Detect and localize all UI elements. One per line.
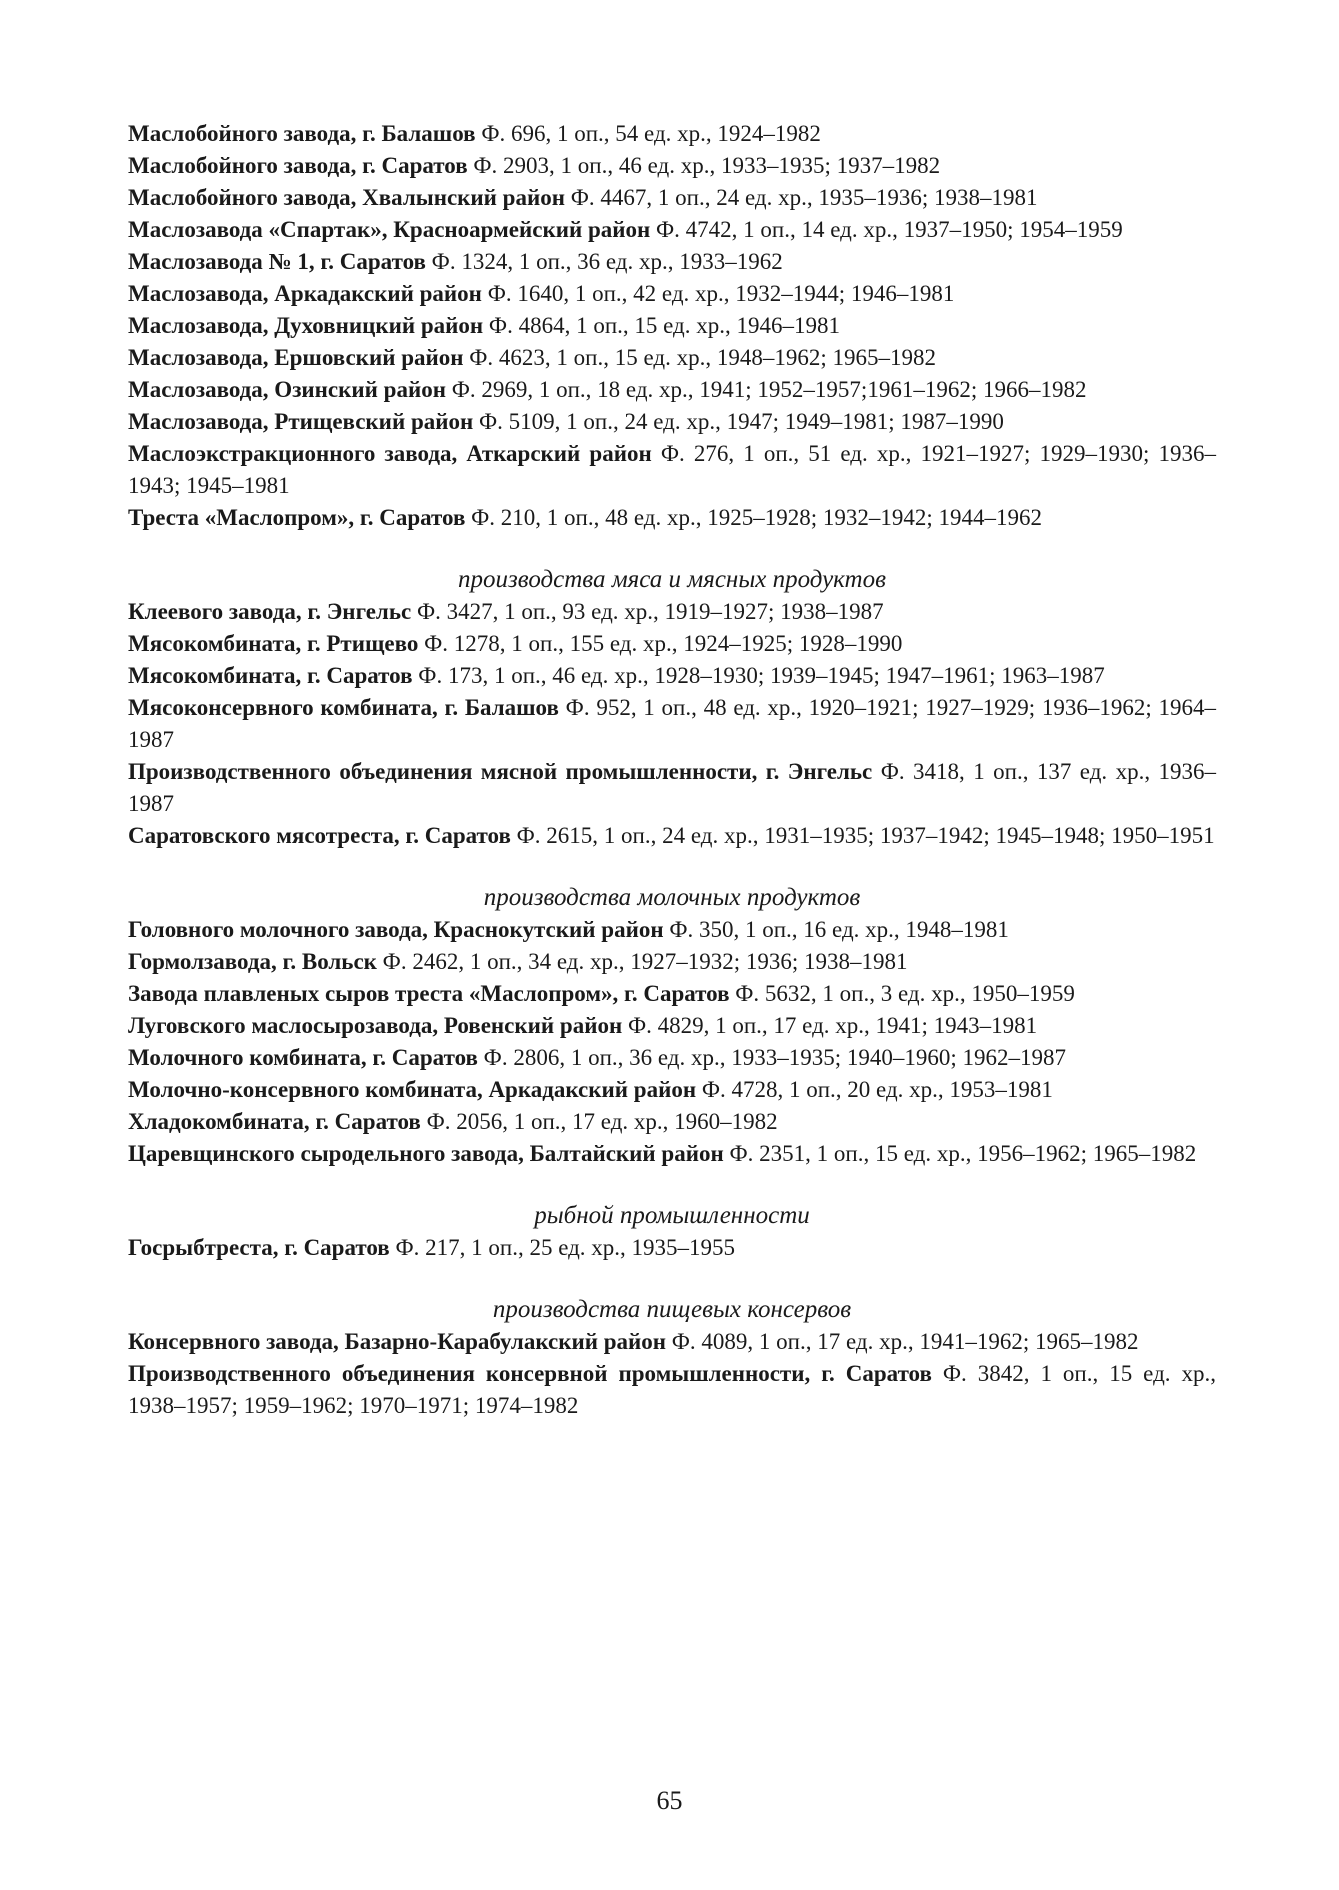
entry-details: Ф. 4089, 1 оп., 17 ед. хр., 1941–1962; 1965–1982 xyxy=(671,1329,1139,1354)
entry-name: Головного молочного завода, Краснокутский район xyxy=(128,917,664,942)
section-canned-food xyxy=(128,1294,1216,1422)
archive-entry xyxy=(128,660,1216,692)
entry-name: Маслозавода № 1, г. Саратов xyxy=(128,249,426,274)
entry-details: Ф. 5109, 1 оп., 24 ед. хр., 1947; 1949–1981; 1987–1990 xyxy=(479,409,1004,434)
entry-name: Маслозавода, Озинский район xyxy=(128,377,446,402)
entry-name: Царевщинского сыродельного завода, Балтайский район xyxy=(128,1141,724,1166)
entry-details: Ф. 2351, 1 оп., 15 ед. хр., 1956–1962; 1965–1982 xyxy=(729,1141,1197,1166)
archive-entry xyxy=(128,246,1216,278)
entry-details: Ф. 2615, 1 оп., 24 ед. хр., 1931–1935; 1937–1942; 1945–1948; 1950–1951 xyxy=(516,823,1215,848)
archive-entry xyxy=(128,374,1216,406)
entry-details: Ф. 4623, 1 оп., 15 ед. хр., 1948–1962; 1965–1982 xyxy=(469,345,936,370)
archive-entry xyxy=(128,406,1216,438)
archive-entry xyxy=(128,1326,1216,1358)
entry-name: Луговского маслосырозавода, Ровенский район xyxy=(128,1013,623,1038)
document-body xyxy=(128,118,1216,1422)
entry-details: Ф. 3418, 1 оп., 137 ед. хр., 1936–1987 xyxy=(128,759,1217,816)
archive-entry xyxy=(128,978,1216,1010)
entry-details: Ф. 1640, 1 оп., 42 ед. хр., 1932–1944; 1946–1981 xyxy=(487,281,955,306)
entry-details: Ф. 952, 1 оп., 48 ед. хр., 1920–1921; 1927–1929; 1936–1962; 1964–1987 xyxy=(128,695,1217,752)
entry-details: Ф. 5632, 1 оп., 3 ед. хр., 1950–1959 xyxy=(735,981,1075,1006)
entry-details: Ф. 210, 1 оп., 48 ед. хр., 1925–1928; 1932–1942; 1944–1962 xyxy=(471,505,1042,530)
entry-name: Маслобойного завода, г. Балашов xyxy=(128,121,476,146)
entry-details: Ф. 1324, 1 оп., 36 ед. хр., 1933–1962 xyxy=(431,249,783,274)
archive-entry xyxy=(128,1232,1216,1264)
entry-details: Ф. 3842, 1 оп., 15 ед. хр., 1938–1957; 1959–1962; 1970–1971; 1974–1982 xyxy=(128,1361,1216,1418)
entry-name: Треста «Маслопром», г. Саратов xyxy=(128,505,466,530)
archive-entry xyxy=(128,1106,1216,1138)
entry-details: Ф. 2462, 1 оп., 34 ед. хр., 1927–1932; 1936; 1938–1981 xyxy=(382,949,908,974)
archive-entry xyxy=(128,182,1216,214)
entry-details: Ф. 4728, 1 оп., 20 ед. хр., 1953–1981 xyxy=(701,1077,1053,1102)
entry-name: Маслозавода, Ртищевский район xyxy=(128,409,474,434)
entry-details: Ф. 217, 1 оп., 25 ед. хр., 1935–1955 xyxy=(395,1235,736,1260)
archive-entry xyxy=(128,1358,1216,1422)
archive-entry xyxy=(128,596,1216,628)
archive-entry xyxy=(128,628,1216,660)
entry-name: Гормолзавода, г. Вольск xyxy=(128,949,377,974)
section-title: производства мяса и мясных продуктов xyxy=(458,566,886,593)
entry-details: Ф. 3427, 1 оп., 93 ед. хр., 1919–1927; 1938–1987 xyxy=(416,599,884,624)
archive-entry xyxy=(128,118,1216,150)
archive-entry xyxy=(128,820,1216,852)
section-title: производства молочных продуктов xyxy=(483,884,861,911)
section-dairy xyxy=(128,882,1216,1170)
entry-details: Ф. 276, 1 оп., 51 ед. хр., 1921–1927; 1929–1930; 1936–1943; 1945–1981 xyxy=(128,441,1216,498)
archive-entry xyxy=(128,214,1216,246)
archive-entry xyxy=(128,756,1216,820)
entry-details: Ф. 2056, 1 оп., 17 ед. хр., 1960–1982 xyxy=(426,1109,778,1134)
entry-name: Саратовского мясотреста, г. Саратов xyxy=(128,823,511,848)
archive-entry xyxy=(128,150,1216,182)
section-title: производства пищевых консервов xyxy=(492,1296,852,1323)
archive-entry xyxy=(128,1042,1216,1074)
entry-name: Молочного комбината, г. Саратов xyxy=(128,1045,478,1070)
archive-entry xyxy=(128,310,1216,342)
entry-details: Ф. 4864, 1 оп., 15 ед. хр., 1946–1981 xyxy=(488,313,840,338)
entry-name: Мясокомбината, г. Ртищево xyxy=(128,631,419,656)
entry-name: Госрыбтреста, г. Саратов xyxy=(128,1235,390,1260)
entry-name: Клеевого завода, г. Энгельс xyxy=(128,599,412,624)
section-fish xyxy=(128,1200,1216,1264)
entry-name: Мясокомбината, г. Саратов xyxy=(128,663,413,688)
entry-name: Маслозавода «Спартак», Красноармейский район xyxy=(128,217,651,242)
entry-name: Маслобойного завода, г. Саратов xyxy=(128,153,468,178)
entry-details: Ф. 2903, 1 оп., 46 ед. хр., 1933–1935; 1937–1982 xyxy=(473,153,941,178)
entry-name: Производственного объединения консервной промышленности, г. Саратов xyxy=(128,1361,932,1386)
page-number: 65 xyxy=(656,1786,683,1815)
archive-entry xyxy=(128,692,1216,756)
entry-name: Молочно-консервного комбината, Аркадакский район xyxy=(128,1077,697,1102)
archive-entry xyxy=(128,1138,1216,1170)
entry-name: Завода плавленых сыров треста «Маслопром», г. Саратов xyxy=(128,981,730,1006)
entry-details: Ф. 2969, 1 оп., 18 ед. хр., 1941; 1952–1957;1961–1962; 1966–1982 xyxy=(451,377,1087,402)
section-oil-plants xyxy=(128,118,1216,534)
section-title: рыбной промышленности xyxy=(534,1202,810,1229)
entry-details: Ф. 4742, 1 оп., 14 ед. хр., 1937–1950; 1954–1959 xyxy=(656,217,1123,242)
archive-entry xyxy=(128,914,1216,946)
entry-name: Маслобойного завода, Хвалынский район xyxy=(128,185,565,210)
archive-entry xyxy=(128,502,1216,534)
archive-entry xyxy=(128,438,1216,502)
archive-entry xyxy=(128,1074,1216,1106)
entry-details: Ф. 350, 1 оп., 16 ед. хр., 1948–1981 xyxy=(669,917,1009,942)
entry-details: Ф. 4467, 1 оп., 24 ед. хр., 1935–1936; 1938–1981 xyxy=(570,185,1038,210)
entry-name: Маслозавода, Духовницкий район xyxy=(128,313,484,338)
entry-details: Ф. 173, 1 оп., 46 ед. хр., 1928–1930; 1939–1945; 1947–1961; 1963–1987 xyxy=(418,663,1105,688)
entry-details: Ф. 2806, 1 оп., 36 ед. хр., 1933–1935; 1940–1960; 1962–1987 xyxy=(483,1045,1067,1070)
entry-name: Маслозавода, Ершовский район xyxy=(128,345,464,370)
archive-entry xyxy=(128,278,1216,310)
entry-name: Консервного завода, Базарно-Карабулакский район xyxy=(128,1329,667,1354)
entry-name: Маслозавода, Аркадакский район xyxy=(128,281,482,306)
section-meat xyxy=(128,564,1216,852)
entry-name: Хладокомбината, г. Саратов xyxy=(128,1109,421,1134)
entry-details: Ф. 4829, 1 оп., 17 ед. хр., 1941; 1943–1981 xyxy=(627,1013,1038,1038)
entry-details: Ф. 1278, 1 оп., 155 ед. хр., 1924–1925; 1928–1990 xyxy=(424,631,903,656)
archive-entry xyxy=(128,342,1216,374)
archive-entry xyxy=(128,1010,1216,1042)
entry-name: Маслоэкстракционного завода, Аткарский район xyxy=(128,441,652,466)
entry-name: Производственного объединения мясной промышленности, г. Энгельс xyxy=(128,759,873,784)
archive-entry xyxy=(128,946,1216,978)
entry-name: Мясоконсервного комбината, г. Балашов xyxy=(128,695,559,720)
entry-details: Ф. 696, 1 оп., 54 ед. хр., 1924–1982 xyxy=(481,121,821,146)
